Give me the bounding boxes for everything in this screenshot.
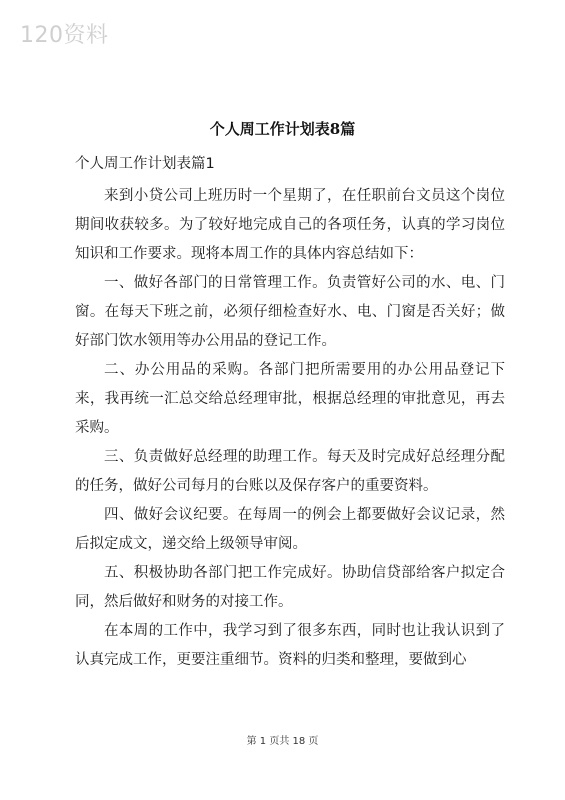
paragraph-intro: 来到小贷公司上班历时一个星期了，在任职前台文员这个岗位期间收获较多。为了较好地完成自己的各项任务，认真的学习岗位知识和工作要求。现将本周工作的具体内容总结如下： — [75, 188, 505, 262]
section-heading: 个人周工作计划表篇1 — [75, 156, 215, 172]
page-number-footer: 第 1 页共 18 页 — [246, 736, 319, 747]
paragraph-item-5: 五、积极协助各部门把工作完成好。协助信贷部给客户拟定合同，然后做好和财务的对接工作。 — [75, 565, 505, 610]
paragraph-summary: 在本周的工作中，我学习到了很多东西，同时也让我认识到了认真完成工作，更要注重细节。资料的归类和整理，要做到心 — [75, 623, 505, 668]
watermark-logo: 120资料 — [20, 23, 109, 48]
paragraph-item-1: 一、做好各部门的日常管理工作。负责管好公司的水、电、门窗。在每天下班之前，必须仔细检查好水、电、门窗是否关好；做好部门饮水领用等办公用品的登记工作。 — [75, 275, 505, 349]
document-title: 个人周工作计划表8篇 — [209, 120, 356, 138]
paragraph-item-4: 四、做好会议纪要。在每周一的例会上都要做好会议记录，然后拟定成文，递交给上级领导审阅。 — [75, 507, 505, 552]
document-body — [75, 182, 505, 675]
paragraph-item-3: 三、负责做好总经理的助理工作。每天及时完成好总经理分配的任务，做好公司每月的台账以及保存客户的重要资料。 — [75, 449, 505, 494]
paragraph-item-2: 二、办公用品的采购。各部门把所需要用的办公用品登记下来，我再统一汇总交给总经理审批，根据总经理的审批意见，再去采购。 — [75, 362, 505, 436]
